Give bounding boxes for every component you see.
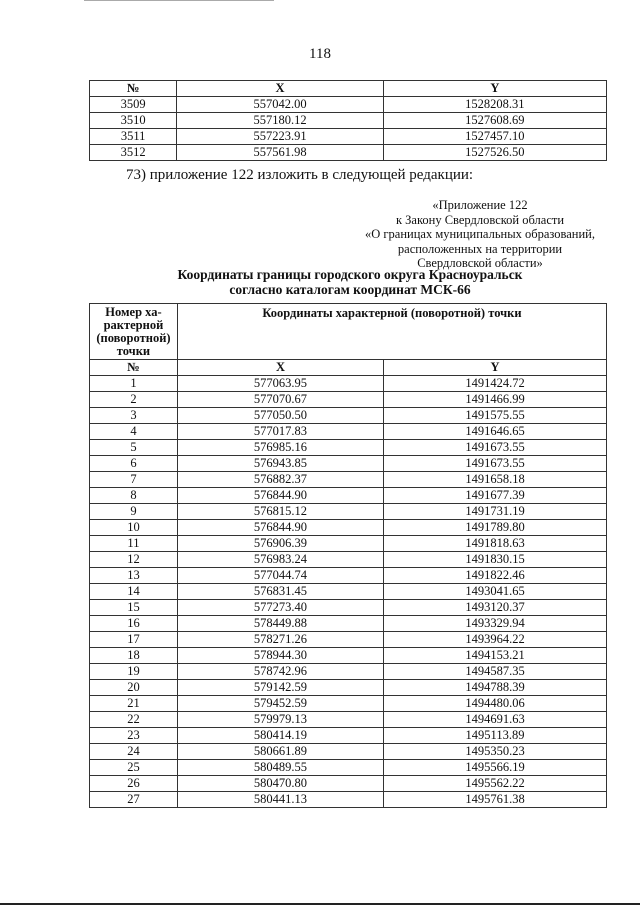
- table-row: [90, 792, 607, 808]
- table-row: [90, 456, 607, 472]
- cell-number: 17: [90, 632, 178, 648]
- appendix-line: расположенных на территории: [397, 241, 563, 256]
- cell-y: 1495350.23: [384, 744, 607, 760]
- table-row: [90, 632, 607, 648]
- cell-x: 580414.19: [177, 728, 383, 744]
- scan-artifact-top-rule: [84, 0, 274, 1]
- table-row: [90, 424, 607, 440]
- table-row: [90, 113, 607, 129]
- cell-x: 576844.90: [177, 520, 383, 536]
- cell-y: 1491789.80: [384, 520, 607, 536]
- table-row: [90, 744, 607, 760]
- cell-number: 3512: [90, 145, 177, 161]
- cell-x: 576906.39: [177, 536, 383, 552]
- table-row: [90, 488, 607, 504]
- cell-y: 1491646.65: [384, 424, 607, 440]
- table-row: [90, 392, 607, 408]
- appendix-reference: [340, 198, 620, 271]
- table-row: [90, 97, 607, 113]
- cell-y: 1495761.38: [384, 792, 607, 808]
- table-row: [90, 536, 607, 552]
- cell-number: 24: [90, 744, 178, 760]
- cell-y: 1528208.31: [383, 97, 606, 113]
- table-row: [90, 664, 607, 680]
- cell-y: 1491673.55: [384, 440, 607, 456]
- table-row: [90, 408, 607, 424]
- table-row: [90, 600, 607, 616]
- cell-x: 557180.12: [177, 113, 383, 129]
- cell-y: 1491673.55: [384, 456, 607, 472]
- cell-y: 1491658.18: [384, 472, 607, 488]
- cell-x: 576985.16: [177, 440, 383, 456]
- cell-number: 3509: [90, 97, 177, 113]
- cell-x: 580441.13: [177, 792, 383, 808]
- cell-x: 576943.85: [177, 456, 383, 472]
- cell-number: 23: [90, 728, 178, 744]
- cell-x: 577050.50: [177, 408, 383, 424]
- cell-x: 577017.83: [177, 424, 383, 440]
- cell-x: 578271.26: [177, 632, 383, 648]
- cell-x: 577070.67: [177, 392, 383, 408]
- cell-number: 2: [90, 392, 178, 408]
- cell-y: 1494691.63: [384, 712, 607, 728]
- column-header-x: X: [177, 81, 383, 97]
- cell-number: 25: [90, 760, 178, 776]
- cell-y: 1491830.15: [384, 552, 607, 568]
- cell-number: 3: [90, 408, 178, 424]
- column-header-y: Y: [384, 360, 607, 376]
- cell-y: 1527526.50: [383, 145, 606, 161]
- cell-y: 1495566.19: [384, 760, 607, 776]
- table-header-row: [90, 81, 607, 97]
- document-title: [0, 267, 640, 297]
- cell-y: 1493041.65: [384, 584, 607, 600]
- appendix-line: «Приложение 122: [432, 198, 528, 212]
- table-row: [90, 776, 607, 792]
- cell-x: 580470.80: [177, 776, 383, 792]
- column-header-number: №: [90, 81, 177, 97]
- title-line: согласно каталогам координат МСК-66: [229, 282, 471, 297]
- cell-number: 18: [90, 648, 178, 664]
- previous-table-body: [90, 97, 607, 161]
- appendix-line: к Закону Свердловской области: [395, 212, 565, 227]
- column-header-y: Y: [383, 81, 606, 97]
- cell-y: 1493329.94: [384, 616, 607, 632]
- column-header-coordinates: Координаты характерной (поворотной) точки: [177, 304, 606, 360]
- page-number: 118: [309, 46, 331, 62]
- cell-number: 26: [90, 776, 178, 792]
- cell-number: 1: [90, 376, 178, 392]
- cell-y: 1527457.10: [383, 129, 606, 145]
- cell-x: 578449.88: [177, 616, 383, 632]
- table-header-row: [90, 304, 607, 360]
- cell-x: 577044.74: [177, 568, 383, 584]
- cell-number: 8: [90, 488, 178, 504]
- table-row: [90, 520, 607, 536]
- appendix-line: Свердловской области»: [417, 256, 543, 270]
- cell-x: 577063.95: [177, 376, 383, 392]
- cell-x: 576844.90: [177, 488, 383, 504]
- cell-x: 579142.59: [177, 680, 383, 696]
- cell-x: 577273.40: [177, 600, 383, 616]
- table-row: [90, 552, 607, 568]
- cell-y: 1491575.55: [384, 408, 607, 424]
- cell-number: 15: [90, 600, 178, 616]
- cell-number: 13: [90, 568, 178, 584]
- cell-number: 3510: [90, 113, 177, 129]
- cell-number: 16: [90, 616, 178, 632]
- coordinates-table: [89, 303, 607, 808]
- cell-x: 580489.55: [177, 760, 383, 776]
- cell-y: 1493120.37: [384, 600, 607, 616]
- cell-x: 578944.30: [177, 648, 383, 664]
- cell-x: 578742.96: [177, 664, 383, 680]
- cell-number: 3511: [90, 129, 177, 145]
- coordinates-table-body: [90, 376, 607, 808]
- table-row: [90, 728, 607, 744]
- cell-number: 10: [90, 520, 178, 536]
- cell-y: 1494788.39: [384, 680, 607, 696]
- cell-y: 1494480.06: [384, 696, 607, 712]
- title-line: Координаты границы городского округа Красноуральск: [177, 267, 523, 282]
- table-row: [90, 568, 607, 584]
- table-row: [90, 616, 607, 632]
- previous-coordinates-table: [89, 80, 607, 161]
- cell-number: 12: [90, 552, 178, 568]
- cell-x: 557561.98: [177, 145, 383, 161]
- cell-number: 9: [90, 504, 178, 520]
- column-header-point-number: [90, 304, 178, 360]
- cell-number: 22: [90, 712, 178, 728]
- table-row: [90, 145, 607, 161]
- cell-y: 1494153.21: [384, 648, 607, 664]
- cell-y: 1491424.72: [384, 376, 607, 392]
- cell-x: 557042.00: [177, 97, 383, 113]
- cell-number: 7: [90, 472, 178, 488]
- cell-number: 14: [90, 584, 178, 600]
- cell-x: 576882.37: [177, 472, 383, 488]
- cell-y: 1493964.22: [384, 632, 607, 648]
- cell-number: 21: [90, 696, 178, 712]
- cell-x: 579979.13: [177, 712, 383, 728]
- table-row: [90, 696, 607, 712]
- table-row: [90, 648, 607, 664]
- table-subheader-row: [90, 360, 607, 376]
- cell-y: 1495562.22: [384, 776, 607, 792]
- cell-y: 1527608.69: [383, 113, 606, 129]
- cell-y: 1491822.46: [384, 568, 607, 584]
- table-row: [90, 376, 607, 392]
- point-number-header-text: Номер ха-рактерной (поворотной) точки: [96, 305, 171, 358]
- cell-y: 1491818.63: [384, 536, 607, 552]
- table-row: [90, 584, 607, 600]
- cell-x: 579452.59: [177, 696, 383, 712]
- cell-number: 11: [90, 536, 178, 552]
- cell-number: 20: [90, 680, 178, 696]
- cell-number: 5: [90, 440, 178, 456]
- amendment-instruction: 73) приложение 122 изложить в следующей редакции:: [126, 167, 474, 183]
- cell-x: 576983.24: [177, 552, 383, 568]
- cell-x: 576815.12: [177, 504, 383, 520]
- table-row: [90, 440, 607, 456]
- table-row: [90, 504, 607, 520]
- cell-y: 1494587.35: [384, 664, 607, 680]
- table-row: [90, 760, 607, 776]
- table-row: [90, 680, 607, 696]
- cell-y: 1491677.39: [384, 488, 607, 504]
- cell-x: 576831.45: [177, 584, 383, 600]
- appendix-line: «О границах муниципальных образований,: [365, 227, 595, 241]
- cell-number: 4: [90, 424, 178, 440]
- cell-number: 27: [90, 792, 178, 808]
- cell-number: 19: [90, 664, 178, 680]
- cell-y: 1491466.99: [384, 392, 607, 408]
- table-row: [90, 712, 607, 728]
- cell-y: 1491731.19: [384, 504, 607, 520]
- table-row: [90, 129, 607, 145]
- column-header-x: X: [177, 360, 383, 376]
- cell-x: 580661.89: [177, 744, 383, 760]
- column-header-number: №: [90, 360, 178, 376]
- cell-number: 6: [90, 456, 178, 472]
- cell-y: 1495113.89: [384, 728, 607, 744]
- table-row: [90, 472, 607, 488]
- cell-x: 557223.91: [177, 129, 383, 145]
